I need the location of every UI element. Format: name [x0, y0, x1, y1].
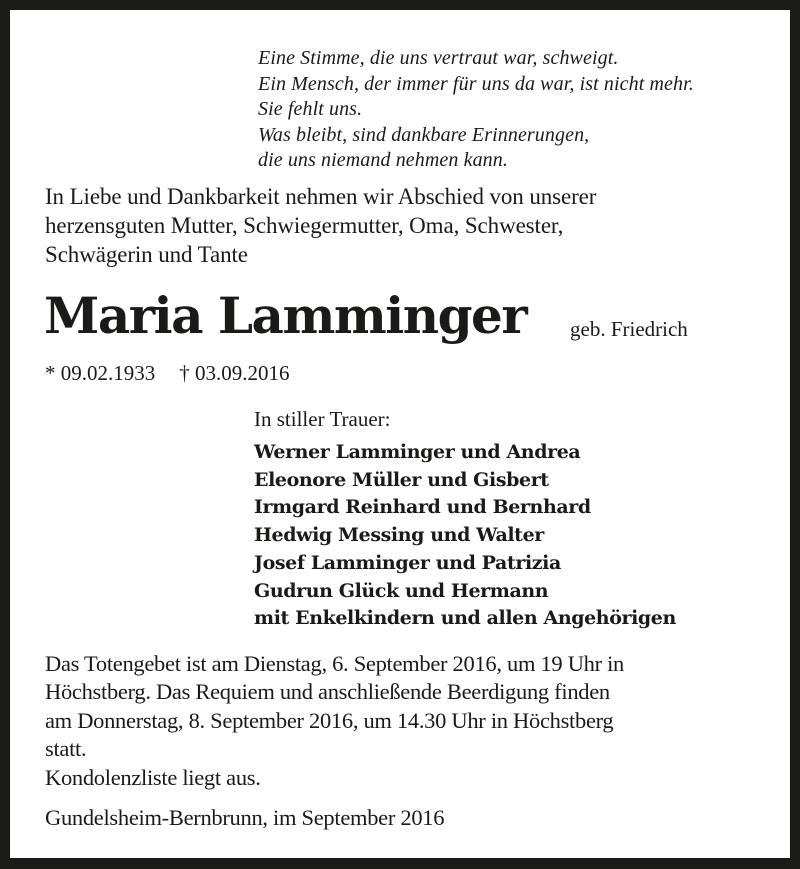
poem-line: Was bleibt, sind dankbare Erinnerungen,: [258, 123, 590, 146]
poem-line: Eine Stimme, die uns vertraut war, schweigt.: [258, 47, 619, 69]
poem-line: Sie fehlt uns.: [258, 98, 363, 120]
mourner: Josef Lamminger und Patrizia: [254, 551, 561, 574]
deceased-name: Maria Lamminger: [44, 286, 527, 345]
mourner: Werner Lamminger und Andrea: [254, 441, 581, 463]
death-date: † 03.09.2016: [179, 361, 290, 385]
poem-line: Ein Mensch, der immer für uns da war, ist nicht mehr.: [258, 72, 694, 95]
mourners-list: [254, 439, 676, 633]
intro-line: Schwägerin und Tante: [45, 242, 248, 267]
details-line: statt.: [45, 736, 87, 762]
details-line: Das Totengebet ist am Dienstag, 6. September 2016, um 19 Uhr in: [45, 651, 625, 676]
service-details: [45, 650, 624, 792]
poem-line: die uns niemand nehmen kann.: [258, 149, 508, 171]
mourning-label: In stiller Trauer:: [254, 407, 391, 431]
place-and-date: Gundelsheim-Bernbrunn, im September 2016: [45, 805, 445, 830]
poem: [258, 46, 694, 174]
details-line: Höchstberg. Das Requiem und anschließende Beerdigung finden: [45, 679, 610, 705]
birth-date: * 09.02.1933: [45, 361, 156, 385]
mourner: Irmgard Reinhard und Bernhard: [254, 496, 591, 519]
life-dates: [45, 360, 290, 386]
maiden-name: geb. Friedrich: [570, 317, 688, 341]
intro-text: [45, 182, 596, 269]
intro-line: herzensguten Mutter, Schwiegermutter, Oma, Schwester,: [45, 213, 564, 238]
mourner: Eleonore Müller und Gisbert: [254, 468, 549, 491]
details-line: am Donnerstag, 8. September 2016, um 14.30 Uhr in Höchstberg: [45, 707, 614, 733]
mourner: Gudrun Glück und Hermann: [254, 579, 549, 602]
obituary-notice: [10, 10, 790, 858]
mourner: Hedwig Messing und Walter: [254, 524, 544, 547]
details-line: Kondolenzliste liegt aus.: [45, 764, 261, 790]
intro-line: In Liebe und Dankbarkeit nehmen wir Abschied von unserer: [45, 184, 597, 209]
mourner: mit Enkelkindern und allen Angehörigen: [254, 607, 676, 630]
